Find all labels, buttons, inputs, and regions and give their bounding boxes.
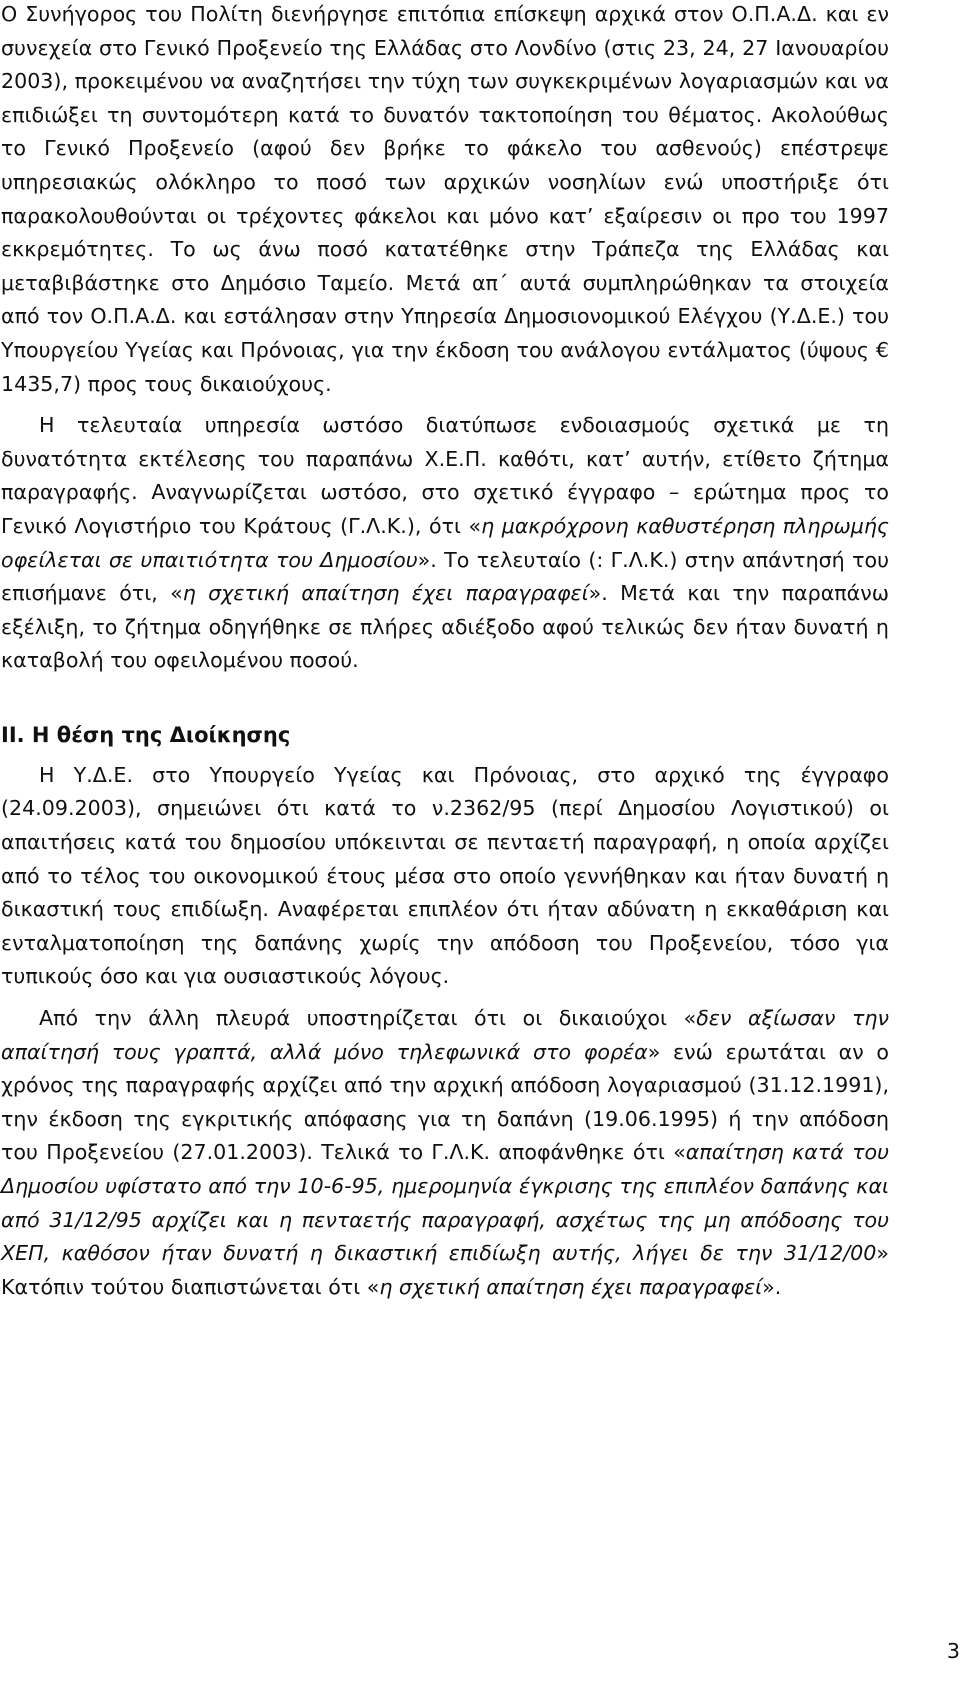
document-body: [1, 0, 889, 1304]
quotation: δεν αξίωσαν την απαίτησή τους γραπτά, αλλά μόνο τηλεφωνικά στο φορέα: [1, 1006, 889, 1064]
page-number: 3: [946, 1639, 960, 1663]
paragraph-text: ». Το τελευταίο (: Γ.Λ.Κ.) στην απάντησή του επισήμανε ότι, «: [1, 547, 889, 606]
paragraph-administration-position: [1, 759, 889, 994]
quotation: απαίτηση κατά του Δημοσίου υφίστατο από την 10-6-95, ημερομηνία έγκρισης της επιπλέον δαπάνης και από 31/12/95 αρχίζει και η πενταετής παραγραφή, ασχέτως της μη απόδοσης του ΧΕΠ, καθόσον ήταν δυνατή η δικαστική επιδίωξη αυτής, λήγει δε την 31/12/00: [1, 1140, 889, 1266]
paragraph-text: Από την άλλη πλευρά υποστηρίζεται ότι οι δικαιούχοι «: [39, 1006, 697, 1031]
quotation: η σχετική απαίτηση έχει παραγραφεί: [182, 581, 589, 606]
paragraph-text: Η Υ.Δ.Ε. στο Υπουργείο Υγείας και Πρόνοιας, στο αρχικό της έγγραφο (24.09.2003), σημειώνει ότι κατά το ν.2362/95 (περί Δημοσίου Λογιστικού) οι απαιτήσεις κατά του δημοσίου υπόκεινται σε πενταετή παραγραφή, η οποία αρχίζει από το τέλος του οικονομικού έτους μέσα στο οποίο γεννήθηκαν και ήταν δυνατή η δικαστική τους επιδίωξη. Αναφέρεται επιπλέον ότι ήταν αδύνατη η εκκαθάριση και ενταλματοποίηση της δαπάνης χωρίς την απόδοση του Προξενείου, τόσο για τυπικούς όσο και για ουσιαστικούς λόγους.: [1, 762, 889, 989]
quotation: η μακρόχρονη καθυστέρηση πληρωμής οφείλεται σε υπαιτιότητα του Δημοσίου: [1, 513, 889, 572]
paragraph-text: ». Μετά και την παραπάνω εξέλιξη, το ζήτημα οδηγήθηκε σε πλήρες αδιέξοδο αφού τελικώς δεν ήταν δυνατή η καταβολή του οφειλομένου ποσού.: [1, 581, 889, 673]
paragraph-consular-visit: [1, 0, 889, 401]
paragraph-text: Η τελευταία υπηρεσία ωστόσο διατύπωσε ενδοιασμούς σχετικά με τη δυνατότητα εκτέλεσης του παραπάνω Χ.Ε.Π. καθότι, κατ’ αυτήν, ετίθετο ζήτημα παραγραφής. Αναγνωρίζεται ωστόσο, στο σχετικό έγγραφο – ερώτημα προς το Γενικό Λογιστήριο του Κράτους (Γ.Λ.Κ.), ότι «: [1, 413, 889, 538]
section-heading: ΙΙ. Η θέση της Διοίκησης: [1, 722, 291, 747]
paragraph-text: ».: [762, 1274, 782, 1299]
quotation: η σχετική απαίτηση έχει παραγραφεί: [379, 1274, 763, 1299]
paragraph-text: » ενώ ερωτάται αν ο χρόνος της παραγραφής αρχίζει από την αρχική απόδοση λογαριασμού (31.12.1991), την έκδοση της εγκριτικής απόφασης για τη δαπάνη (19.06.1995) ή την απόδοση του Προξενείου (27.01.2003). Τελικά το Γ.Λ.Κ. αποφάνθηκε ότι «: [1, 1039, 889, 1165]
paragraph-gao-opinion: [1, 1002, 889, 1304]
paragraph-text: Ο Συνήγορος του Πολίτη διενήργησε επιτόπια επίσκεψη αρχικά στον Ο.Π.Α.Δ. και εν συνεχεία στο Γενικό Προξενείο της Ελλάδας στο Λονδίνο (στις 23, 24, 27 Ιανουαρίου 2003), προκειμένου να αναζητήσει την τύχη των συγκεκριμένων λογαριασμών και να επιδιώξει τη συντομότερη κατά το δυνατόν τακτοποίηση του θέματος. Ακολούθως το Γενικό Προξενείο (αφού δεν βρήκε το φάκελο του ασθενούς) επέστρεψε υπηρεσιακώς ολόκληρο το ποσό των αρχικών νοσηλίων ενώ υποστήριξε ότι παρακολουθούνται οι τρέχοντες φάκελοι και μόνο κατ’ εξαίρεσιν οι προ του 1997 εκκρεμότητες. Το ως άνω ποσό κατατέθηκε στην Τράπεζα της Ελλάδας και μεταβιβάστηκε στο Δημόσιο Ταμείο. Μετά απ΄ αυτά συμπληρώθηκαν τα στοιχεία από τον Ο.Π.Α.Δ. και εστάλησαν στην Υπηρεσία Δημοσιονομικού Ελέγχου (Υ.Δ.Ε.) του Υπουργείου Υγείας και Πρόνοιας, για την έκδοση του ανάλογου εντάλματος (ύψους € 1435,7) προς τους δικαιούχους.: [1, 2, 889, 396]
paragraph-text: » Κατόπιν τούτου διαπιστώνεται ότι «: [1, 1241, 889, 1299]
paragraph-prescription-issue: [1, 409, 889, 678]
